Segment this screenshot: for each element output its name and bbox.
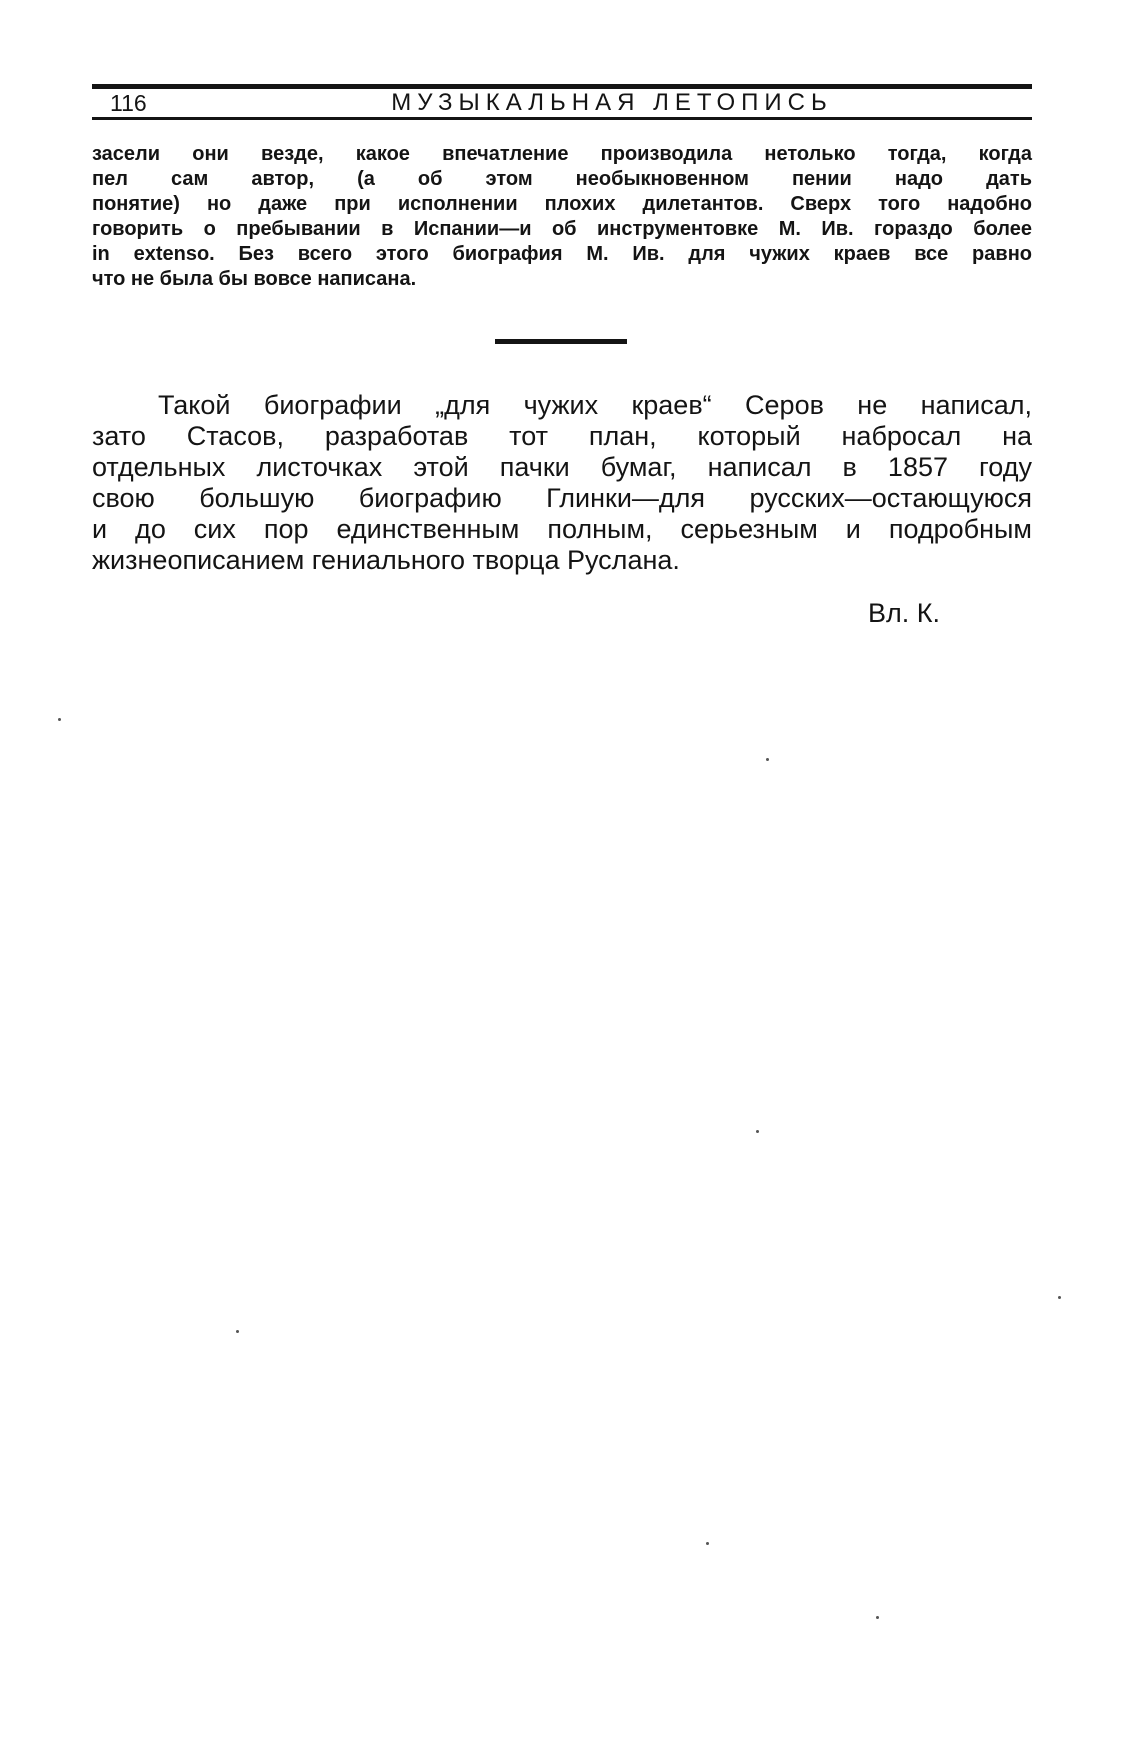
main-paragraph xyxy=(92,390,1032,576)
main-line: зато Стасов, разработав тот план, который набросал на xyxy=(92,421,1032,451)
page-header xyxy=(92,80,1032,122)
page-number: 116 xyxy=(110,90,147,116)
main-line: и до сих пор единственным полным, серьезным и подробным xyxy=(92,514,1032,544)
scan-speck xyxy=(766,758,769,761)
main-line: жизнеописанием гениального творца Руслана. xyxy=(92,545,680,575)
scan-speck xyxy=(1058,1296,1061,1299)
quote-paragraph xyxy=(92,142,1032,292)
main-line: свою большую биографию Глинки—для русских—остающуюся xyxy=(92,483,1032,513)
quote-line: пел сам автор, (а об этом необыкновенном пении надо дать xyxy=(92,168,1032,190)
scan-speck xyxy=(236,1330,239,1333)
quote-line: засели они везде, какое впечатление производила нетолько тогда, когда xyxy=(92,143,1032,165)
main-line: отдельных листочках этой пачки бумаг, написал в 1857 году xyxy=(92,452,1032,482)
author-signature: Вл. К. xyxy=(868,598,940,628)
scan-speck xyxy=(706,1542,709,1545)
running-title: МУЗЫКАЛЬНАЯ ЛЕТОПИСЬ xyxy=(391,89,833,116)
header-rule-bottom xyxy=(92,117,1032,120)
main-line: Такой биографии „для чужих краев“ Серов не написал, xyxy=(158,390,1032,420)
scan-speck xyxy=(756,1130,759,1133)
quote-line: что не была бы вовсе написана. xyxy=(92,268,417,290)
section-divider xyxy=(495,339,627,344)
scan-speck xyxy=(876,1616,879,1619)
quote-line: говорить о пребывании в Испании—и об инструментовке М. Ив. гораздо более xyxy=(92,218,1032,240)
quote-line: in extenso. Без всего этого биография М. Ив. для чужих краев все равно xyxy=(92,243,1032,265)
quote-line: понятие) но даже при исполнении плохих дилетантов. Сверх того надобно xyxy=(92,193,1032,215)
scan-speck xyxy=(58,718,61,721)
